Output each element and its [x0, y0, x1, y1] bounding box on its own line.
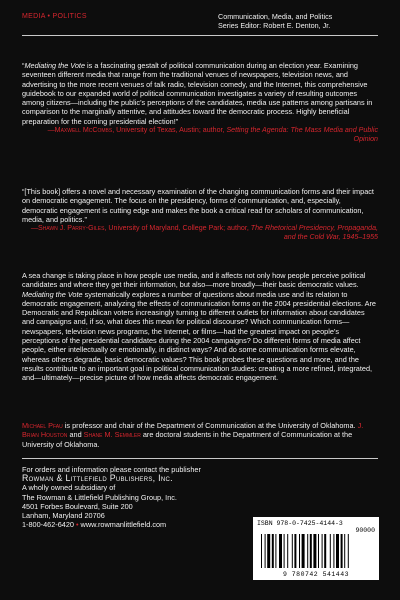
- phone-number: 1-800-462-6420: [22, 520, 74, 530]
- author-bios: [22, 421, 378, 449]
- quote-1-affiliation: , University of Texas, Austin; author,: [112, 126, 227, 135]
- website-link[interactable]: www.rowmanlittlefield.com: [80, 520, 167, 530]
- author-name-3: Shane M. Semmler: [83, 430, 141, 440]
- quote-1-body: “Mediating the Vote is a fascinating gestalt of political communication during an election year. Examining seventeen different media that range from the traditional venues of newspapers, television news, and advertising to the more recent venues of talk radio, television comedy, and the Internet, this comprehensive guidebook to our expanded world of political communication investigates a variety of resulting outcomes among citizens—including the public’s perceptions of the candidates, media use patterns among partisans in comparison to the marginally attentive, and attitudes toward the democratic process. Highly beneficial preparation for the coming presidential election!”: [22, 61, 373, 126]
- category-label: MEDIA • POLITICS: [22, 13, 87, 20]
- isbn-text: ISBN 978-0-7425-4144-3: [257, 520, 343, 527]
- endorsement-quote-2: [22, 187, 378, 242]
- description-part-2: systematically explores a number of questions about media use and its relation to democratic engagement, analyzing the effects of communication forms on the 2004 presidential elections. Are Democratic and Republican voters increasingly turning to different outlets for information about candidates and campaigns and, if so, what does this mean for political discourse? Which communication forms—newspapers, television news programs, the Internet, or films—had the greatest impact on people’s perceptions of the presidential candidates during the 2004 campaigns? Do different forms of media affect people, either intellectually or emotionally, in distinct ways? And do some communication forms elevate, whereas others degrade, basic democratic values? This book probes these questions and more, and the results contribute to an important goal in political communication studies: creating a more refined, integrated, and—ultimately—precise picture of how media affects democratic engagement.: [22, 289, 376, 383]
- quote-1-author-book: Setting the Agenda: The Mass Media and Public Opinion: [226, 126, 378, 144]
- publisher-contact: [22, 465, 242, 529]
- series-editor: Series Editor: Robert E. Denton, Jr.: [218, 21, 331, 30]
- quote-2-author: —Shawn J. Parry-Giles: [30, 224, 105, 233]
- quote-2-affiliation: , University of Maryland, College Park; author,: [104, 224, 251, 233]
- endorsement-quote-1: [22, 61, 378, 144]
- bullet-separator: •: [73, 520, 81, 530]
- barcode-digits: 9 780742 541443: [282, 571, 349, 578]
- author-and: and: [67, 430, 84, 440]
- author-bio-2: are doctoral students in the Department of Communication at the University of Oklahoma.: [22, 430, 353, 449]
- parent-company: The Rowman & Littlefield Publishing Group, Inc.: [22, 492, 177, 502]
- order-intro: For orders and information please contact the publisher: [22, 465, 201, 474]
- description-book-title: Mediating the Vote: [22, 289, 83, 299]
- price-code: 90000: [355, 527, 375, 534]
- book-description: [22, 271, 378, 383]
- divider-top: [22, 35, 378, 36]
- quote-1-book-title: Mediating the Vote: [24, 61, 86, 70]
- barcode: [253, 517, 379, 580]
- subsidiary-line: A wholly owned subsidiary of: [22, 483, 116, 493]
- address-street: 4501 Forbes Boulevard, Suite 200: [22, 501, 133, 511]
- quote-2-text: “[This book] offers a novel and necessary examination of the changing communication forms and their impact on democratic engagement. The focus on the presidency, forms of communication, and, especially, democratic engagement is cutting edge and makes the book a critical read for scholars of communication, media, and politics.”: [22, 187, 374, 224]
- author-name-2: J. Brian Houston: [22, 421, 364, 440]
- series-info: [218, 12, 378, 30]
- divider-order: [22, 458, 378, 459]
- barcode-bars: [261, 534, 371, 568]
- quote-2-author-book: The Rhetorical Presidency, Propaganda, and the Cold War, 1945–1955: [250, 224, 378, 242]
- publisher-name: Rowman & Littlefield Publishers, Inc.: [22, 473, 173, 484]
- contact-line: [22, 520, 242, 529]
- series-title: Communication, Media, and Politics: [218, 12, 333, 21]
- quote-1-attribution: [22, 126, 378, 144]
- description-part-1: A sea change is taking place in how people use media, and it affects not only how people perceive political candidates and where they get their information, but also—more broadly—their basic democratic values.: [22, 271, 366, 290]
- quote-2-attribution: [22, 224, 378, 242]
- author-name-1: Michael Pfau: [22, 421, 63, 430]
- address-city: Lanham, Maryland 20706: [22, 511, 105, 521]
- quote-1-author: —Maxwell McCombs: [47, 126, 113, 135]
- author-bio-1: is professor and chair of the Department of Communication at the University of Oklahoma.: [62, 421, 358, 430]
- quote-1-text: is a fascinating gestalt of political communication during an election year. Examining seventeen different media that range from the traditional venues of newspapers, television news, and advertising to the more recent venues of talk radio, television comedy, and the Internet, this comprehensive guidebook to our expanded world of political communication investigates a variety of resulting outcomes among citizens—including the public’s perceptions of the candidates, media use patterns among partisans in comparison to the marginally attentive, and attitudes toward the democratic process. Highly beneficial preparation for the coming presidential election!”: [22, 61, 373, 126]
